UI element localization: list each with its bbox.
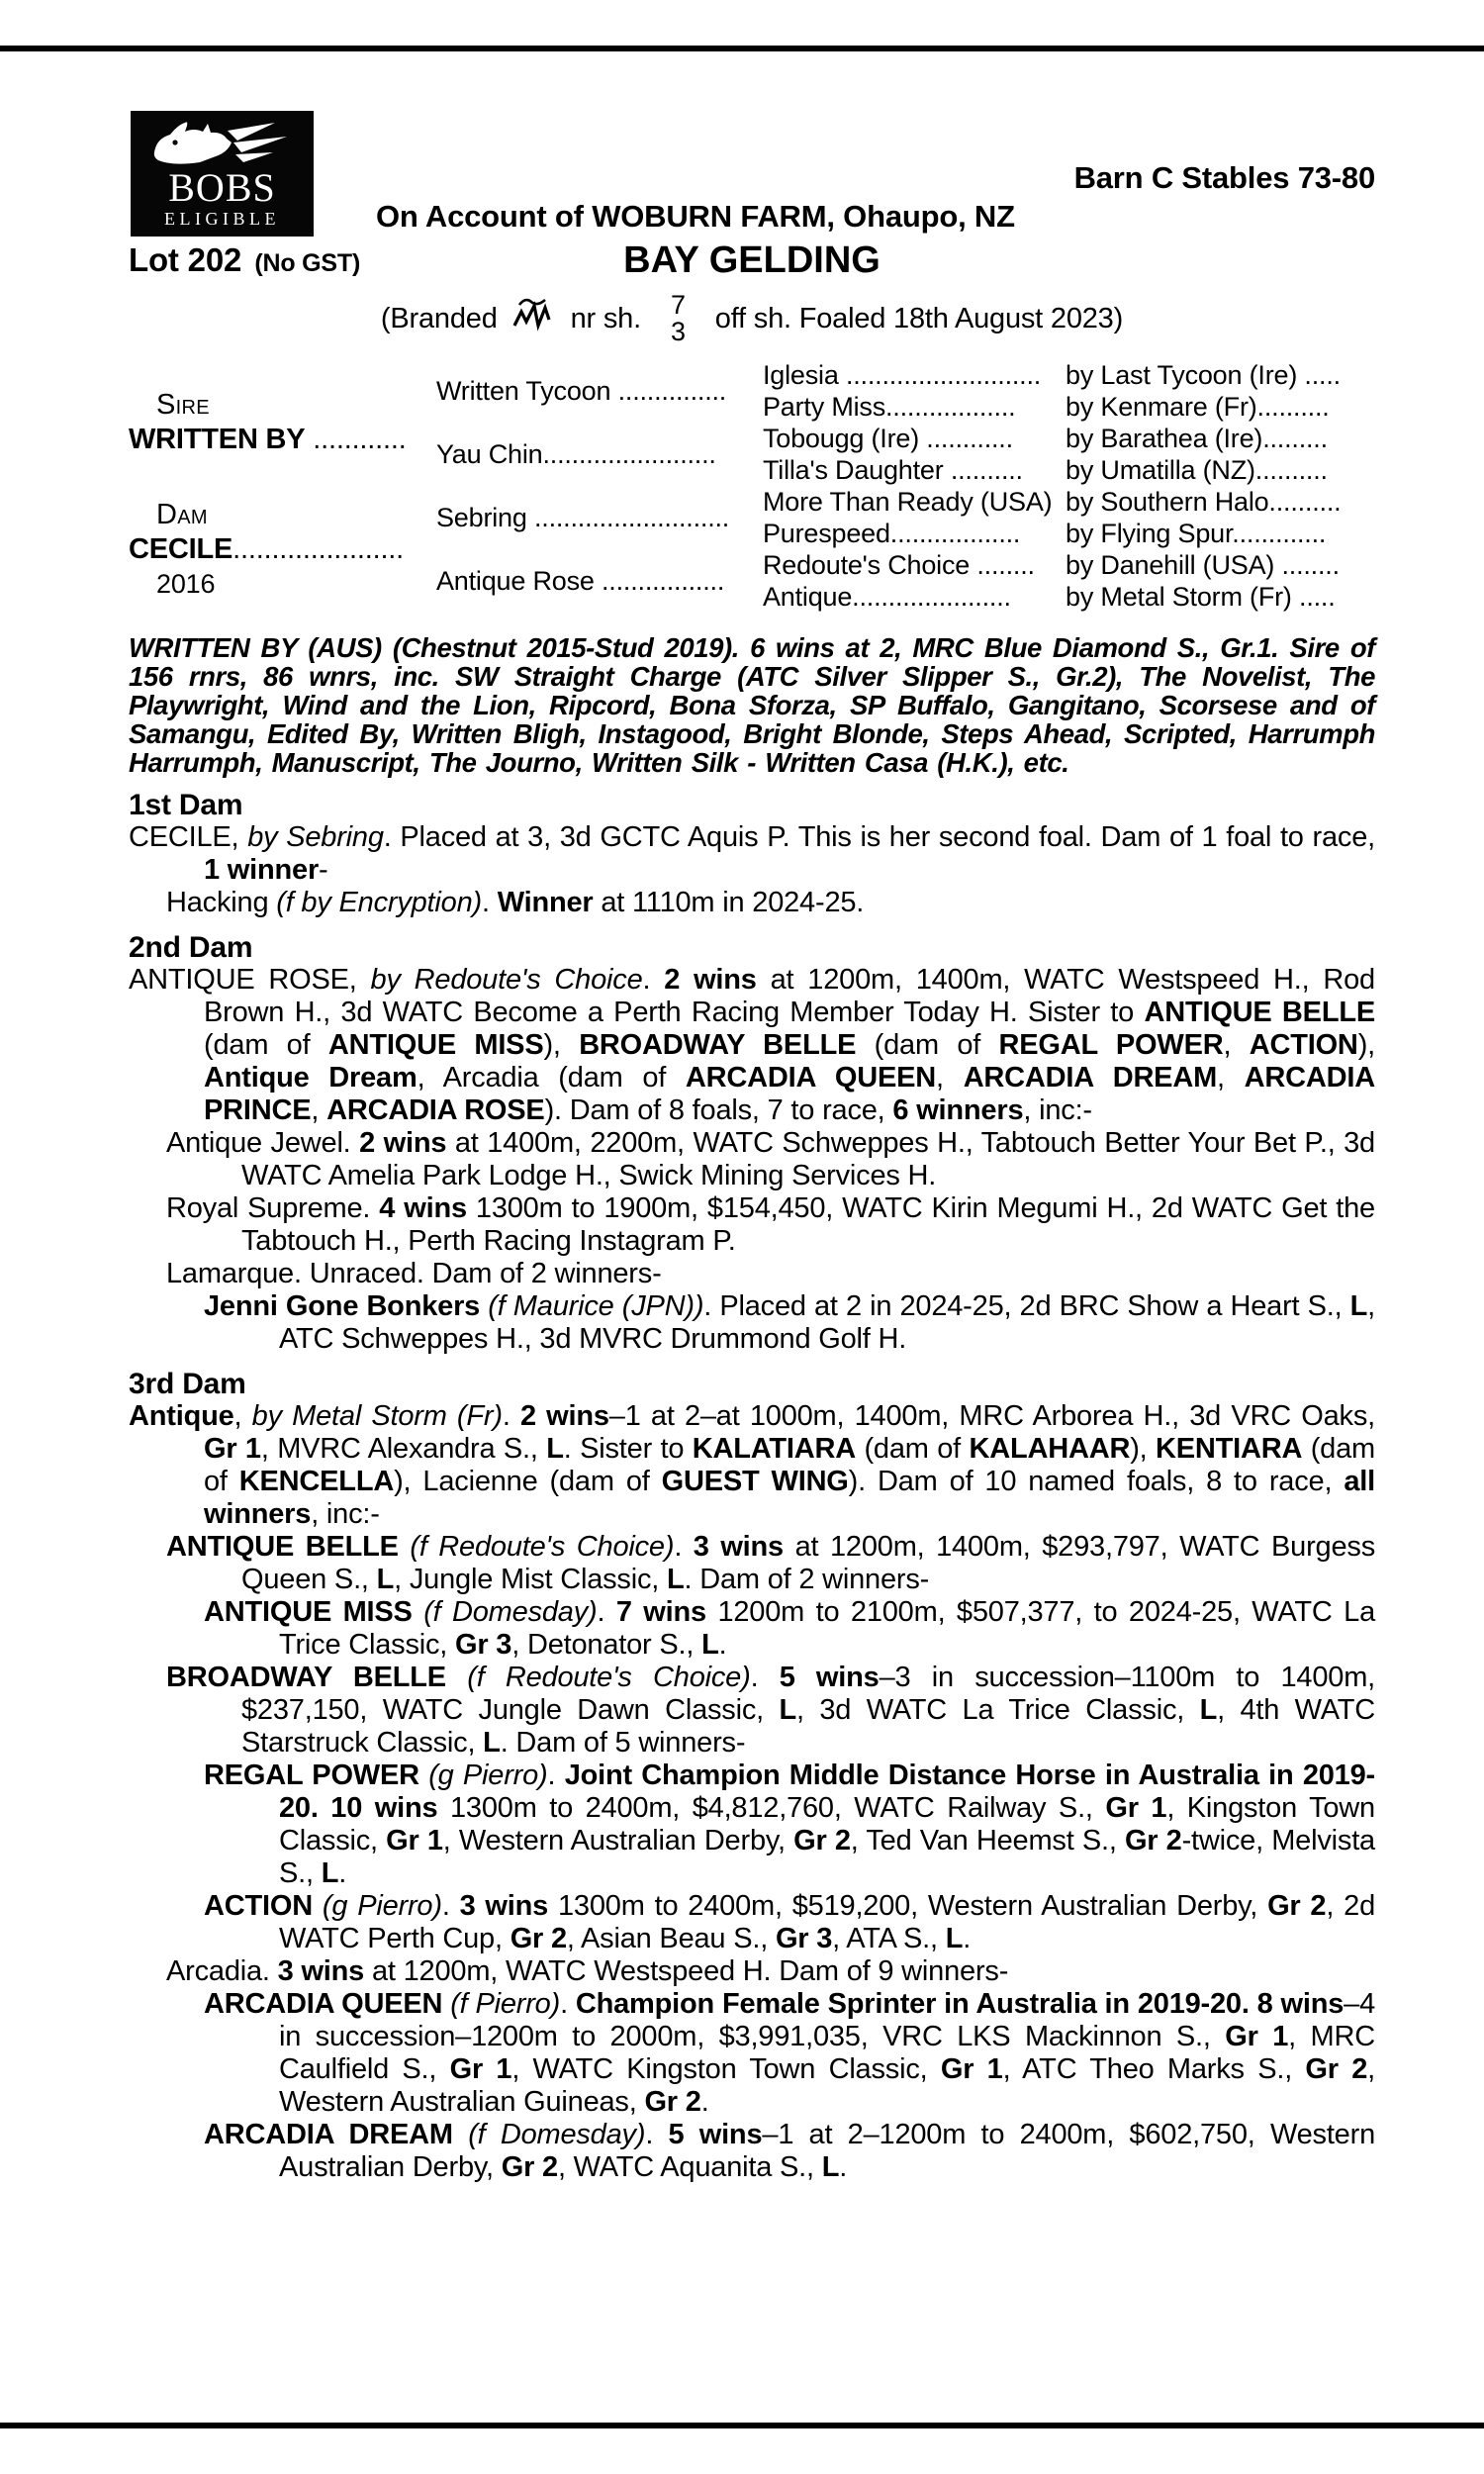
branded-prefix: (Branded (380, 302, 498, 334)
pedigree-gen2-cell: Written Tycoon ............... (436, 375, 727, 406)
foaling-year: 2016 (156, 568, 216, 599)
pedigree-gen3-sire: by Umatilla (NZ).......... (1066, 454, 1328, 485)
sire-race-record-note: WRITTEN BY (AUS) (Chestnut 2015-Stud 2019). 6 wins at 2, MRC Blue Diamond S., Gr.1. Sire of 156 rnrs, 86 wnrs, inc. SW Straight Charge (ATC Silver Slipper S., Gr.2), The Novelist, The Playwright, Wind and the Lion, Ripcord, Bona Sforza, SP Buffalo, Gangitano, Scorsese and of Samangu, Edited By, Written Bligh, Instagood, Bright Blonde, Steps Ahead, Scripted, Harrumph Harrumph, Manuscript, The Journo, Written Silk - Written Casa (H.K.), etc. (129, 632, 1375, 778)
generation-label: Sire (156, 389, 210, 421)
logo-wordmark: BOBS (168, 165, 276, 210)
pedigree-gen3-sire: by Metal Storm (Fr) ..... (1066, 581, 1336, 612)
pedigree-note-paragraph: ARCADIA QUEEN (f Pierro). Champion Female Sprinter in Australia in 2019-20. 8 wins–4 in succession–1200m to 2000m, $3,991,035, VRC LKS Mackinnon S., Gr 1, MRC Caulfield S., Gr 1, WATC Kingston Town Classic, Gr 1, ATC Theo Marks S., Gr 2, Western Australian Guineas, Gr 2. (204, 1988, 1376, 2118)
pedigree-gen3-sire: by Danehill (USA) ........ (1066, 549, 1340, 580)
pedigree-note-paragraph: BROADWAY BELLE (f Redoute's Choice). 5 wins–3 in succession–1100m to 1400m, $237,150, WATC Jungle Dawn Classic, L, 3d WATC La Trice Classic, L, 4th WATC Starstruck Classic, L. Dam of 5 winners- (166, 1662, 1376, 1759)
horse-name: WRITTEN BY ............ (129, 424, 407, 455)
pedigree-gen3-name: Party Miss.................. (763, 391, 1016, 422)
brand-mark-icon (510, 292, 561, 341)
horse-description-title: BAY GELDING (623, 239, 881, 281)
pedigree-note-paragraph: ANTIQUE BELLE (f Redoute's Choice). 3 wins at 1200m, 1400m, $293,797, WATC Burgess Queen S., L, Jungle Mist Classic, L. Dam of 2 winners- (166, 1531, 1376, 1595)
pedigree-table (129, 359, 1375, 613)
dam-sections (129, 789, 1375, 2184)
pedigree-gen3-name: Iglesia ........................... (763, 359, 1042, 390)
pedigree-sire-cell (129, 359, 436, 486)
brand-numbers (671, 292, 686, 345)
bobs-eligible-logo (131, 111, 314, 237)
pedigree-gen3-sire: by Southern Halo.......... (1066, 486, 1342, 517)
pedigree-gen3-name: Purespeed.................. (763, 518, 1021, 548)
pedigree-note-paragraph: REGAL POWER (g Pierro). Joint Champion Middle Distance Horse in Australia in 2019-20. 10 wins 1300m to 2400m, $4,812,760, WATC Railway S., Gr 1, Kingston Town Classic, Gr 1, Western Australian Derby, Gr 2, Ted Van Heemst S., Gr 2-twice, Melvista S., L. (204, 1760, 1375, 1889)
near-shoulder-label: nr sh. (570, 302, 641, 334)
catalogue-sheet (129, 0, 1375, 2474)
dam-section-heading: 3rd Dam (129, 1368, 246, 1400)
main-text-block (129, 359, 1375, 2184)
vendor-account-line: On Account of WOBURN FARM, Ohaupo, NZ (376, 199, 1015, 234)
pedigree-note-paragraph: ANTIQUE MISS (f Domesday). 7 wins 1200m to 2100m, $507,377, to 2024-25, WATC La Trice Classic, Gr 3, Detonator S., L. (204, 1596, 1375, 1661)
brand-number-bottom: 3 (670, 317, 686, 346)
lot-number: Lot 202 (129, 241, 242, 278)
no-gst-label: (No GST) (254, 249, 361, 277)
pedigree-note-paragraph: ACTION (g Pierro). 3 wins 1300m to 2400m, $519,200, Western Australian Derby, Gr 2, 2d WATC Perth Cup, Gr 2, Asian Beau S., Gr 3, ATA S., L. (204, 1890, 1376, 1954)
branding-line (129, 292, 1375, 345)
lot-row (129, 241, 1375, 289)
dam-section-heading: 1st Dam (129, 789, 243, 821)
off-shoulder-foaled-label: off sh. Foaled 18th August 2023) (714, 302, 1124, 334)
pedigree-note-paragraph: Arcadia. 3 wins at 1200m, WATC Westspeed H. Dam of 9 winners- (166, 1955, 1009, 1987)
pedigree-note-paragraph: Antique Jewel. 2 wins at 1400m, 2200m, WATC Schweppes H., Tabtouch Better Your Bet P., 3d WATC Amelia Park Lodge H., Swick Mining Services H. (166, 1127, 1375, 1191)
dam-section-heading: 2nd Dam (129, 931, 253, 964)
pedigree-note-paragraph: CECILE, by Sebring. Placed at 3, 3d GCTC Aquis P. This is her second foal. Dam of 1 foal to race, 1 winner- (129, 821, 1375, 886)
pedigree-gen3-name: More Than Ready (USA) (763, 486, 1053, 517)
pedigree-gen3-name: Tilla's Daughter .......... (763, 454, 1023, 485)
generation-label: Dam (156, 498, 208, 530)
pedigree-note-paragraph: Hacking (f by Encryption). Winner at 1110m in 2024-25. (166, 887, 865, 918)
horse-name: CECILE...................... (129, 532, 405, 565)
pedigree-note-paragraph: Jenni Gone Bonkers (f Maurice (JPN)). Placed at 2 in 2024-25, 2d BRC Show a Heart S., L, ATC Schweppes H., 3d MVRC Drummond Golf H. (204, 1290, 1375, 1355)
pedigree-note-paragraph: ANTIQUE ROSE, by Redoute's Choice. 2 wins at 1200m, 1400m, WATC Westspeed H., Rod Brown H., 3d WATC Become a Perth Racing Member Today H. Sister to ANTIQUE BELLE (dam of ANTIQUE MISS), BROADWAY BELLE (dam of REGAL POWER, ACTION), Antique Dream, Arcadia (dam of ARCADIA QUEEN, ARCADIA DREAM, ARCADIA PRINCE, ARCADIA ROSE). Dam of 8 foals, 7 to race, 6 winners, inc:- (129, 964, 1376, 1126)
barn-stables-label: Barn C Stables 73-80 (1073, 160, 1375, 195)
pedigree-gen3-sire: by Last Tycoon (Ire) ..... (1066, 359, 1341, 390)
logo-subtext: ELIGIBLE (164, 209, 280, 229)
pedigree-gen3-sire: by Flying Spur............. (1066, 518, 1327, 548)
pedigree-gen3-sire: by Kenmare (Fr).......... (1066, 391, 1330, 422)
pedigree-note-paragraph: Royal Supreme. 4 wins 1300m to 1900m, $154,450, WATC Kirin Megumi H., 2d WATC Get the Tabtouch H., Perth Racing Instagram P. (166, 1192, 1375, 1257)
brand-number-top: 7 (670, 290, 686, 320)
pedigree-gen2-cell: Antique Rose ................. (436, 565, 725, 596)
pedigree-note-paragraph: Antique, by Metal Storm (Fr). 2 wins–1 at 2–at 1000m, 1400m, MRC Arborea H., 3d VRC Oaks, Gr 1, MVRC Alexandra S., L. Sister to KALATIARA (dam of KALAHAAR), KENTIARA (dam of KENCELLA), Lacienne (dam of GUEST WING). Dam of 10 named foals, 8 to race, all winners, inc:- (129, 1400, 1375, 1530)
horse-head-icon (148, 119, 297, 170)
pedigree-note-paragraph: ARCADIA DREAM (f Domesday). 5 wins–1 at 2–1200m to 2400m, $602,750, Western Australian Derby, Gr 2, WATC Aquanita S., L. (204, 2119, 1375, 2183)
pedigree-gen2-cell: Sebring ........................... (436, 502, 730, 532)
pedigree-gen3-name: Redoute's Choice ........ (763, 549, 1035, 580)
pedigree-gen3-name: Antique...................... (763, 581, 1011, 612)
pedigree-note-paragraph: Lamarque. Unraced. Dam of 2 winners- (166, 1258, 662, 1289)
pedigree-dam-cell (129, 486, 436, 613)
pedigree-gen3-name: Tobougg (Ire) ............ (763, 423, 1013, 453)
pedigree-gen2-cell: Yau Chin........................ (436, 438, 716, 469)
pedigree-gen3-sire: by Barathea (Ire)......... (1066, 423, 1328, 453)
